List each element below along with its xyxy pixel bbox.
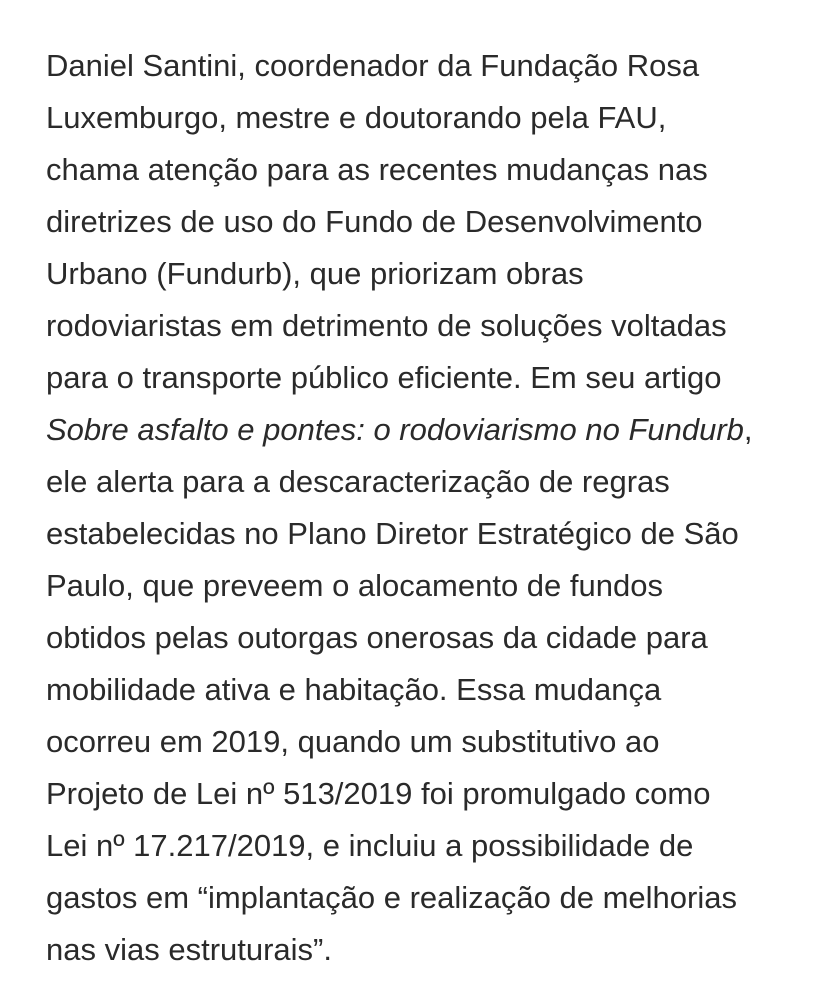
- paragraph-line: Lei nº 17.217/2019, e incluiu a possibilidade de: [46, 828, 694, 863]
- paragraph-line: ocorreu em 2019, quando um substitutivo ao: [46, 724, 660, 759]
- paragraph-line: Projeto de Lei nº 513/2019 foi promulgado como: [46, 776, 711, 811]
- paragraph-line: para o transporte público eficiente. Em seu artigo: [46, 360, 722, 395]
- article-title-suffix: ,: [743, 412, 753, 447]
- paragraph-line: gastos em “implantação e realização de melhorias: [46, 880, 737, 915]
- paragraph-line: chama atenção para as recentes mudanças nas: [46, 152, 708, 187]
- paragraph-line: rodoviaristas em detrimento de soluções voltadas: [46, 308, 727, 343]
- paragraph-line: Daniel Santini, coordenador da Fundação Rosa: [46, 48, 700, 83]
- paragraph-line: ele alerta para a descaracterização de regras: [46, 464, 670, 499]
- paragraph-line: Luxemburgo, mestre e doutorando pela FAU,: [46, 100, 667, 135]
- paragraph-line: Paulo, que preveem o alocamento de fundos: [46, 568, 663, 603]
- paragraph-line: nas vias estruturais”.: [46, 932, 332, 967]
- paragraph-line: obtidos pelas outorgas onerosas da cidade para: [46, 620, 708, 655]
- article-title-line: [46, 404, 806, 456]
- paragraph-line: Urbano (Fundurb), que priorizam obras: [46, 256, 584, 291]
- article-paragraph: [46, 40, 806, 976]
- paragraph-line: mobilidade ativa e habitação. Essa mudança: [46, 672, 662, 707]
- article-title: Sobre asfalto e pontes: o rodoviarismo no Fundurb: [46, 412, 744, 447]
- paragraph-line: estabelecidas no Plano Diretor Estratégico de São: [46, 516, 739, 551]
- paragraph-line: diretrizes de uso do Fundo de Desenvolvimento: [46, 204, 703, 239]
